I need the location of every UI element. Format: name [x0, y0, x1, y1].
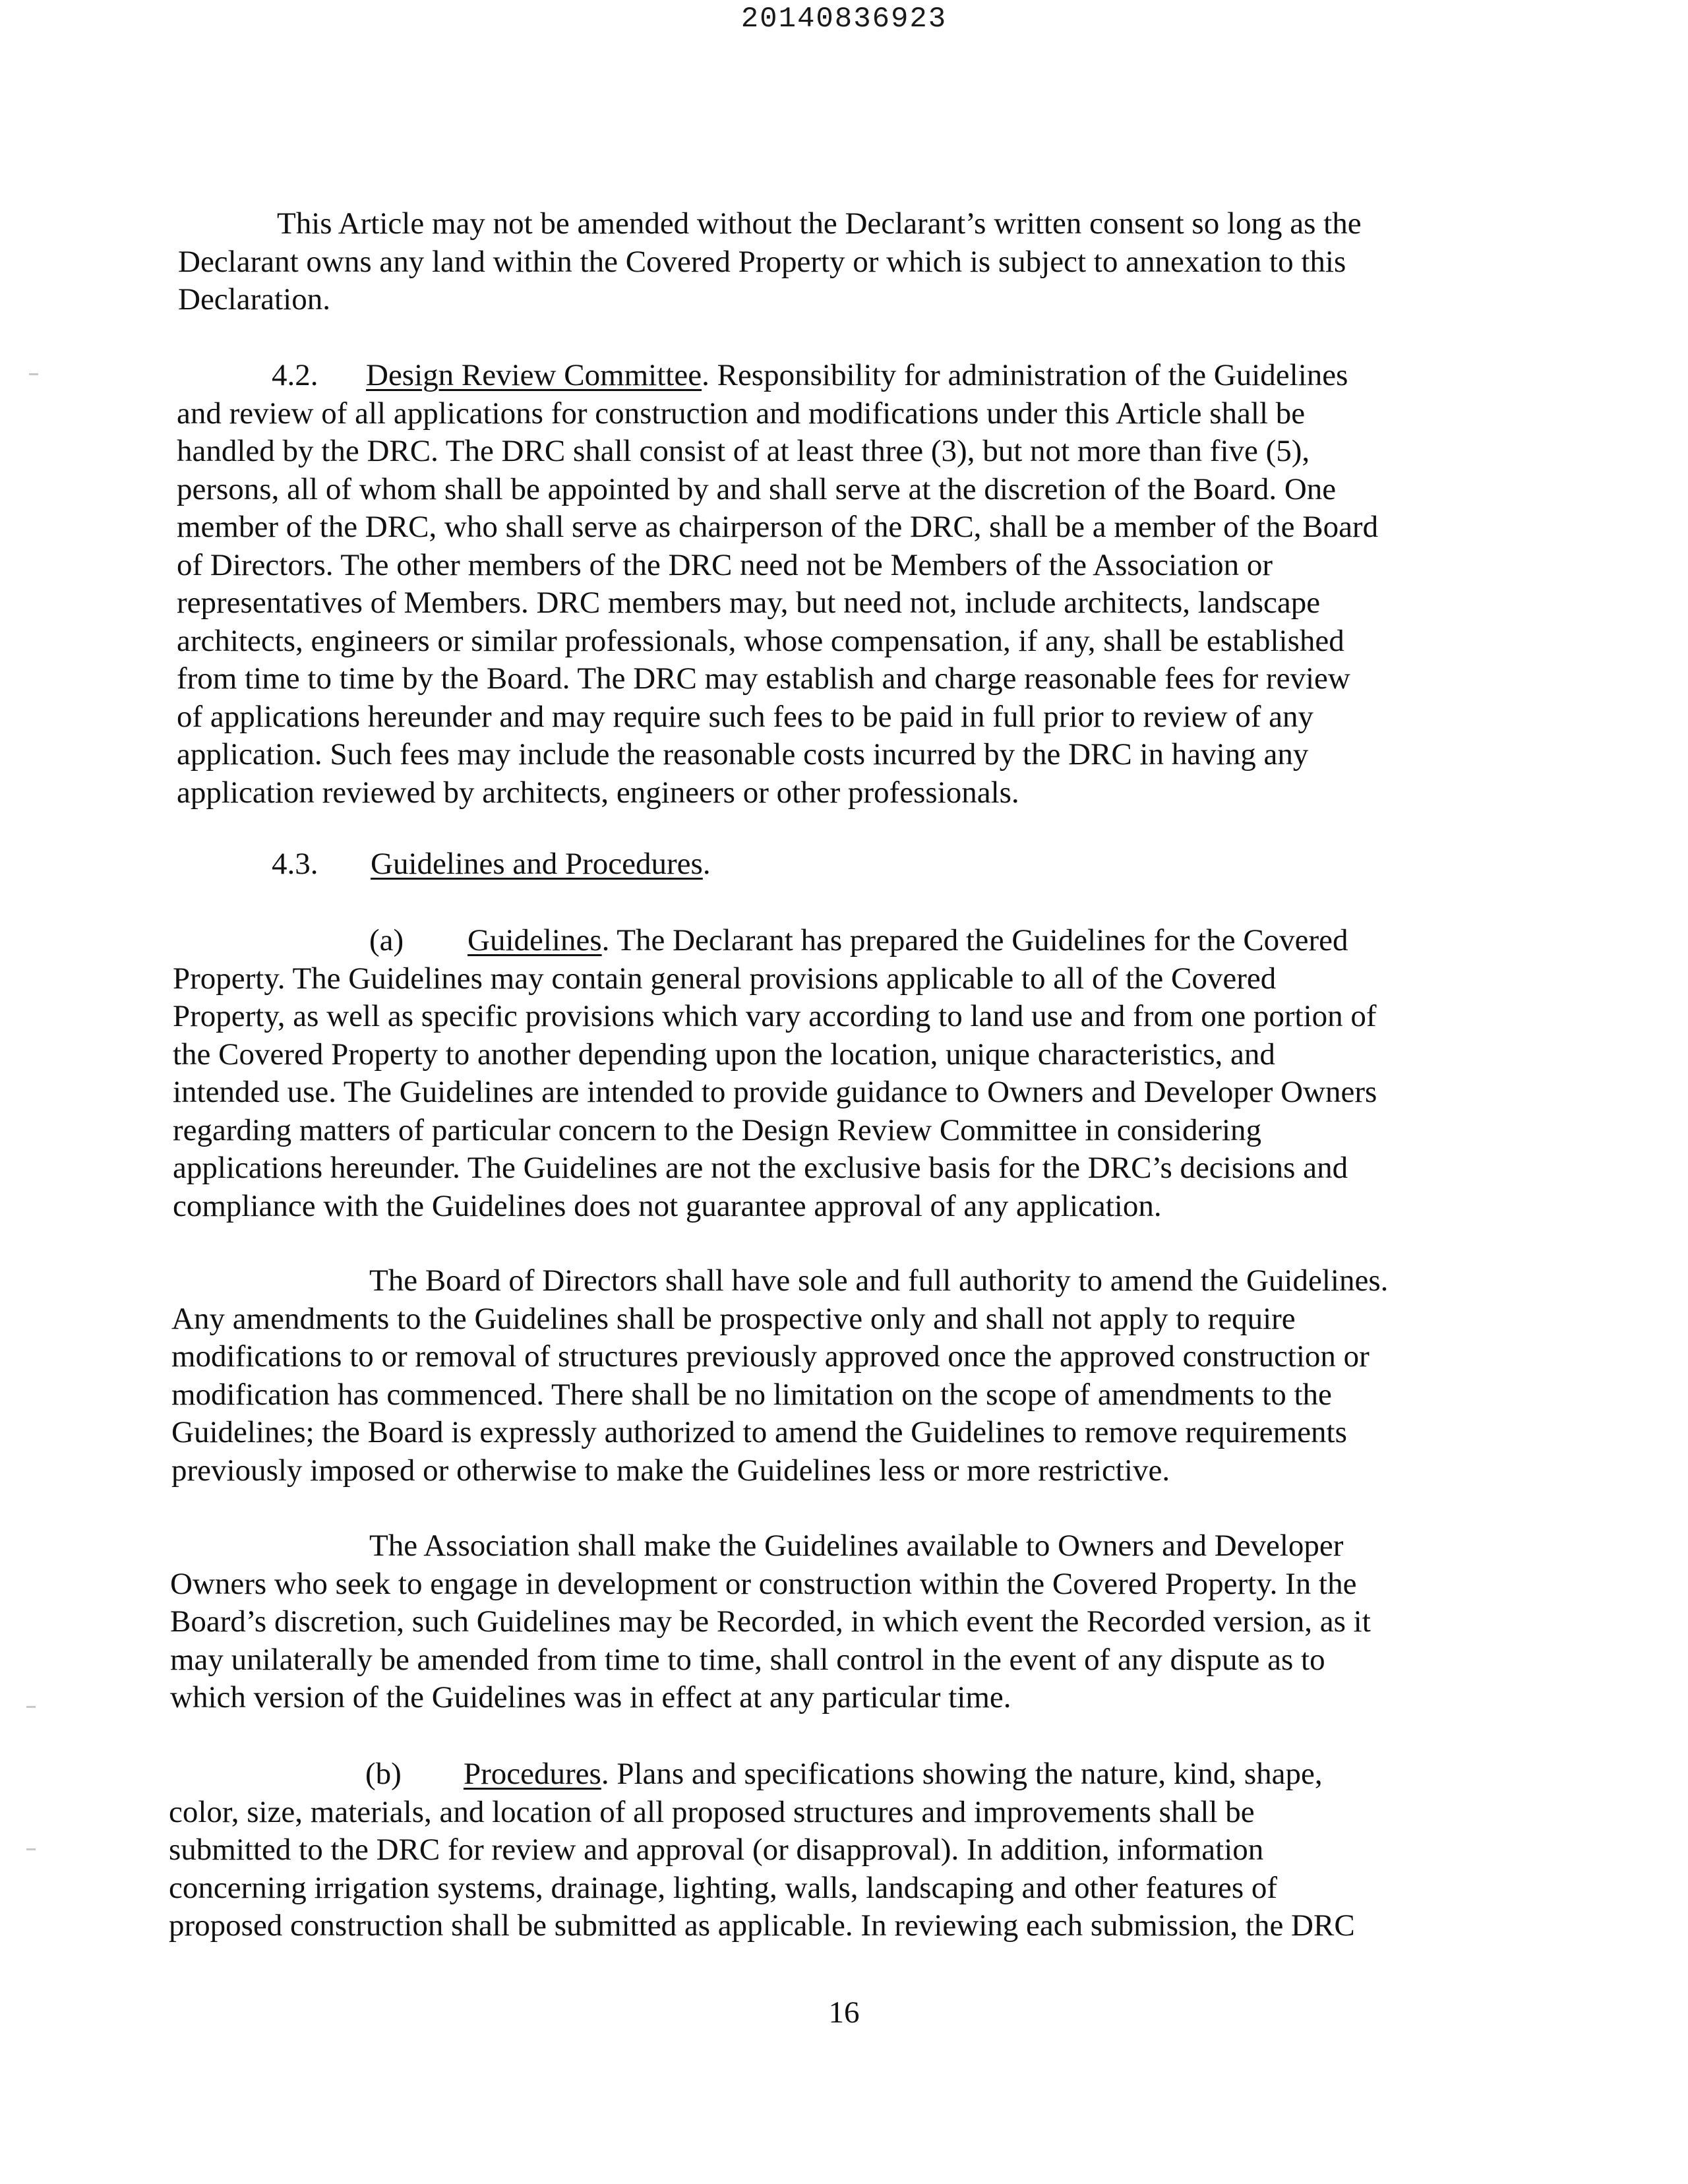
- section-4-2-design-review-committee: [177, 357, 1378, 812]
- paragraph-article-amendment: [178, 205, 1362, 319]
- section-first-line: [169, 1755, 1355, 1794]
- subsection-heading: Guidelines: [467, 923, 602, 957]
- text-line: previously imposed or otherwise to make the Guidelines less or more restrictive.: [171, 1453, 1170, 1488]
- text-line: proposed construction shall be submitted as applicable. In reviewing each submission, the DRC: [169, 1908, 1355, 1943]
- text-line: handled by the DRC. The DRC shall consist of at least three (3), but not more than five (5),: [177, 434, 1310, 468]
- text-line: The Board of Directors shall have sole and full authority to amend the Guidelines.: [369, 1263, 1389, 1298]
- text-line: of Directors. The other members of the DRC need not be Members of the Association or: [177, 547, 1273, 582]
- text-line: Any amendments to the Guidelines shall be prospective only and shall not apply to require: [171, 1301, 1296, 1336]
- text-line: Property. The Guidelines may contain general provisions applicable to all of the Covered: [173, 961, 1277, 996]
- subsection-label: (b): [365, 1757, 402, 1791]
- paragraph-board-authority: [171, 1262, 1388, 1490]
- text-line: application. Such fees may include the reasonable costs incurred by the DRC in having any: [177, 737, 1309, 772]
- text-line: . Responsibility for administration of the Guidelines: [702, 358, 1348, 392]
- page-number: 16: [828, 1995, 860, 2030]
- section-heading: Design Review Committee: [366, 358, 702, 392]
- scan-mark: [29, 373, 38, 375]
- section-number: 4.3.: [272, 847, 318, 881]
- document-number: 20140836923: [740, 3, 948, 36]
- text-line: Guidelines; the Board is expressly authorized to amend the Guidelines to remove requirements: [171, 1415, 1347, 1449]
- text-line: and review of all applications for construction and modifications under this Article shall be: [177, 396, 1306, 431]
- text-line: submitted to the DRC for review and approval (or disapproval). In addition, information: [169, 1833, 1264, 1867]
- text-line: Property, as well as specific provisions which vary according to land use and from one portion of: [173, 999, 1377, 1033]
- text-line: member of the DRC, who shall serve as chairperson of the DRC, shall be a member of the Board: [177, 510, 1379, 544]
- section-heading: Guidelines and Procedures: [371, 847, 703, 881]
- section-heading-end: .: [702, 847, 711, 881]
- text-line: modification has commenced. There shall be no limitation on the scope of amendments to the: [171, 1377, 1332, 1412]
- text-line: . The Declarant has prepared the Guidelines for the Covered: [601, 923, 1348, 957]
- text-line: . Plans and specifications showing the nature, kind, shape,: [601, 1757, 1323, 1791]
- text-line: concerning irrigation systems, drainage, lighting, walls, landscaping and other features of: [169, 1870, 1278, 1905]
- text-line: modifications to or removal of structures previously approved once the approved construction or: [171, 1339, 1370, 1374]
- text-line: Board’s discretion, such Guidelines may be Recorded, in which event the Recorded version, as it: [170, 1604, 1371, 1639]
- text-line: Owners who seek to engage in development or construction within the Covered Property. In the: [170, 1566, 1357, 1601]
- text-line: persons, all of whom shall be appointed by and shall serve at the discretion of the Board. One: [177, 471, 1337, 506]
- subsection-label: (a): [369, 923, 404, 957]
- subsection-b-procedures: [169, 1755, 1355, 1945]
- text-line: compliance with the Guidelines does not guarantee approval of any application.: [173, 1188, 1162, 1223]
- text-line: of applications hereunder and may require such fees to be paid in full prior to review of any: [177, 699, 1314, 734]
- text-line: architects, engineers or similar professionals, whose compensation, if any, shall be established: [177, 623, 1344, 658]
- paragraph-association-guidelines: [170, 1527, 1371, 1717]
- section-number: 4.2.: [272, 358, 318, 392]
- text-line: regarding matters of particular concern to the Design Review Committee in considering: [173, 1112, 1262, 1147]
- section-first-line: [177, 357, 1378, 395]
- text-line: applications hereunder. The Guidelines are not the exclusive basis for the DRC’s decisions and: [173, 1151, 1348, 1185]
- text-line: application reviewed by architects, engineers or other professionals.: [177, 775, 1019, 810]
- scan-mark: [26, 1848, 36, 1850]
- text-line: color, size, materials, and location of all proposed structures and improvements shall be: [169, 1794, 1255, 1829]
- text-line: Declaration.: [178, 282, 330, 317]
- text-line: from time to time by the Board. The DRC may establish and charge reasonable fees for review: [177, 661, 1350, 696]
- section-4-3-heading: [272, 845, 711, 884]
- subsection-heading: Procedures: [464, 1757, 601, 1791]
- text-line: which version of the Guidelines was in effect at any particular time.: [170, 1680, 1011, 1714]
- text-line: the Covered Property to another depending upon the location, unique characteristics, and: [173, 1037, 1275, 1072]
- text-line: The Association shall make the Guidelines available to Owners and Developer: [369, 1529, 1344, 1563]
- scan-mark: [26, 1706, 36, 1708]
- text-line: may unilaterally be amended from time to time, shall control in the event of any dispute as to: [170, 1642, 1325, 1677]
- text-line: This Article may not be amended without the Declarant’s written consent so long as the: [277, 206, 1362, 241]
- section-first-line: [173, 922, 1377, 960]
- text-line: Declarant owns any land within the Covered Property or which is subject to annexation to this: [178, 244, 1346, 279]
- text-line: intended use. The Guidelines are intended to provide guidance to Owners and Developer Owners: [173, 1075, 1377, 1109]
- text-line: representatives of Members. DRC members may, but need not, include architects, landscape: [177, 586, 1321, 620]
- subsection-a-guidelines: [173, 922, 1377, 1225]
